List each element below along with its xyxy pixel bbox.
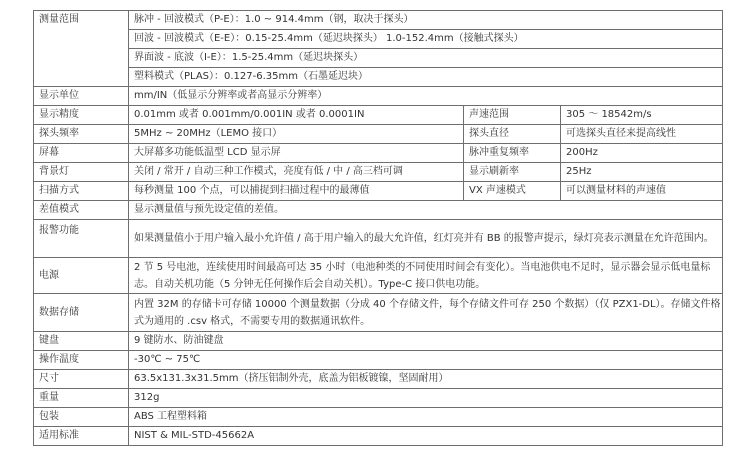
- row-label-secondary: 探头直径: [464, 125, 561, 144]
- row-value-secondary: 25Hz: [561, 163, 723, 182]
- row-value: 312g: [129, 389, 723, 408]
- row-label: 报警功能: [34, 220, 129, 258]
- table-row: [34, 11, 723, 30]
- table-row: [34, 87, 723, 106]
- row-label: 屏幕: [34, 144, 129, 163]
- table-row: [34, 106, 723, 125]
- table-row: [34, 125, 723, 144]
- row-label: 包装: [34, 408, 129, 427]
- row-value: 如果测量值小于用户输入最小允许值 / 高于用户输入的最大允许值，红灯亮并有 BB 的报警声提示，绿灯亮表示测量在允许范围内。: [129, 220, 723, 258]
- row-label: 适用标准: [34, 427, 129, 446]
- row-value: 显示测量值与预先设定值的差值。: [129, 201, 723, 220]
- row-value: 内置 32M 的存储卡可存储 10000 个测量数据（分成 40 个存储文件，每个存储文件可存 250 个数据）（仅 PZX1-DL）。存储文件格式为通用的 .csv 格式，不需要专用的数据通讯软件。: [129, 294, 723, 332]
- table-row: [34, 258, 723, 294]
- row-value: -30℃ ~ 75℃: [129, 351, 723, 370]
- row-label-secondary: 显示刷新率: [464, 163, 561, 182]
- row-value: NIST & MIL-STD-45662A: [129, 427, 723, 446]
- table-row: [34, 68, 723, 87]
- row-value: 2 节 5 号电池，连续使用时间最高可达 35 小时（电池种类的不同使用时间会有变化）。当电池供电不足时，显示器会显示低电量标志。自动关机功能（5 分钟无任何操作后会自动关机）。Type-C 接口供电功能。: [129, 258, 723, 294]
- row-label: 测量范围: [34, 11, 129, 87]
- row-value-secondary: 200Hz: [561, 144, 723, 163]
- row-label: 差值模式: [34, 201, 129, 220]
- row-value: 每秒测量 100 个点，可以捕捉到扫描过程中的最薄值: [129, 182, 464, 201]
- row-label: 电源: [34, 258, 129, 294]
- row-label-secondary: VX 声速模式: [464, 182, 561, 201]
- row-value: 界面波 - 底波（I-E）：1.5-25.4mm（延迟块探头）: [129, 49, 723, 68]
- table-row: [34, 370, 723, 389]
- row-value-secondary: 可以测量材料的声速值: [561, 182, 723, 201]
- row-label: 键盘: [34, 332, 129, 351]
- row-value: 回波 - 回波模式（E-E）：0.15-25.4mm（延迟块探头） 1.0-152.4mm（接触式探头）: [129, 30, 723, 49]
- row-label: 探头频率: [34, 125, 129, 144]
- table-row: [34, 351, 723, 370]
- table-row: [34, 201, 723, 220]
- row-value: ABS 工程塑料箱: [129, 408, 723, 427]
- table-row: [34, 49, 723, 68]
- row-label: 尺寸: [34, 370, 129, 389]
- row-value: 关闭 / 常开 / 自动三种工作模式，亮度有低 / 中 / 高三档可调: [129, 163, 464, 182]
- row-value: 9 键防水、防油键盘: [129, 332, 723, 351]
- table-row: [34, 220, 723, 258]
- row-value: 0.01mm 或者 0.001mm/0.001IN 或者 0.0001IN: [129, 106, 464, 125]
- table-row: [34, 182, 723, 201]
- table-row: [34, 30, 723, 49]
- row-label: 数据存储: [34, 294, 129, 332]
- table-row: [34, 408, 723, 427]
- table-row: [34, 389, 723, 408]
- row-label: 显示精度: [34, 106, 129, 125]
- table-row: [34, 144, 723, 163]
- row-value: 塑料模式（PLAS）：0.127-6.35mm（石墨延迟块）: [129, 68, 723, 87]
- row-value-secondary: 可选探头直径来提高线性: [561, 125, 723, 144]
- row-label-secondary: 脉冲重复频率: [464, 144, 561, 163]
- row-value: 大屏幕多功能低温型 LCD 显示屏: [129, 144, 464, 163]
- row-label-secondary: 声速范围: [464, 106, 561, 125]
- row-value: 5MHz ~ 20MHz（LEMO 接口）: [129, 125, 464, 144]
- row-value: mm/IN（低显示分辨率或者高显示分辨率）: [129, 87, 723, 106]
- row-label: 操作温度: [34, 351, 129, 370]
- table-row: [34, 427, 723, 446]
- row-value-secondary: 305 ～ 18542m/s: [561, 106, 723, 125]
- row-label: 背景灯: [34, 163, 129, 182]
- table-row: [34, 294, 723, 332]
- table-row: [34, 163, 723, 182]
- spec-table: [33, 10, 723, 446]
- row-value: 63.5x131.3x31.5mm（挤压铝制外壳，底盖为铝板镀镍，坚固耐用）: [129, 370, 723, 389]
- row-label: 重量: [34, 389, 129, 408]
- row-label: 显示单位: [34, 87, 129, 106]
- table-row: [34, 332, 723, 351]
- row-value: 脉冲 - 回波模式（P-E）：1.0 ~ 914.4mm（钢，取决于探头）: [129, 11, 723, 30]
- row-label: 扫描方式: [34, 182, 129, 201]
